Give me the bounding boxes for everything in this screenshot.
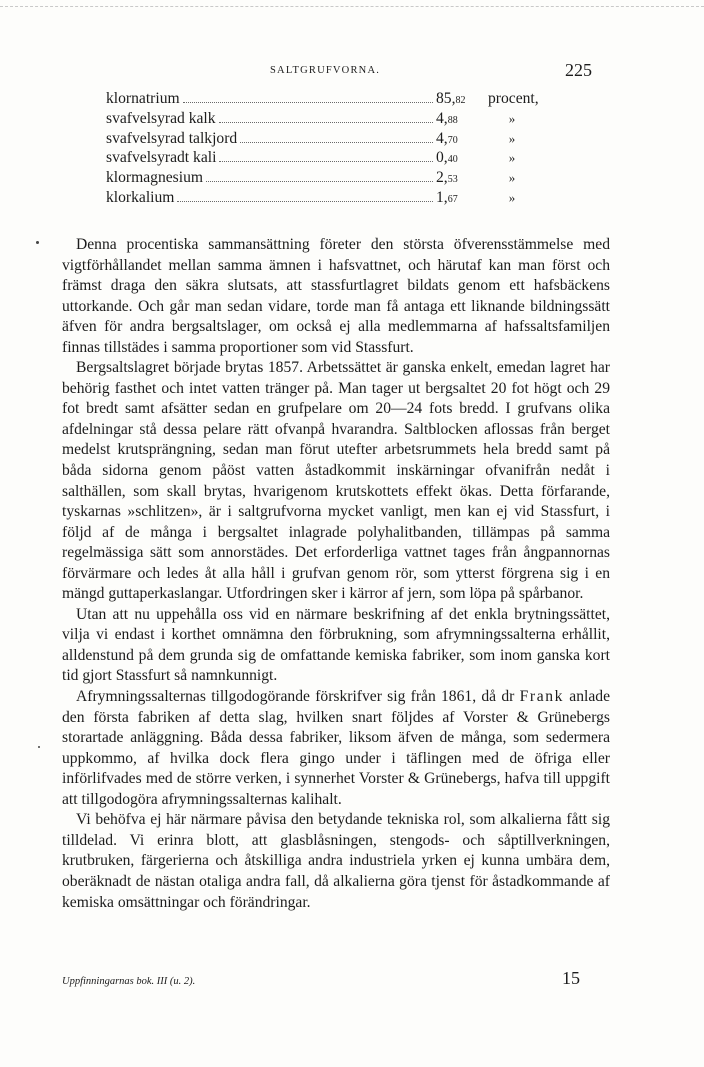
ditto-mark: »: [508, 150, 516, 166]
footer-note: Uppfinningarnas bok. III (u. 2).: [62, 976, 196, 987]
running-head: SALTGRUFVORNA.: [270, 65, 381, 76]
compound-name: klornatrium: [106, 90, 180, 107]
ditto-mark: »: [508, 170, 516, 186]
composition-row: [106, 130, 546, 150]
signature-mark: 15: [562, 968, 580, 988]
ditto-mark: »: [508, 110, 516, 126]
composition-table: [106, 90, 546, 209]
percentage-value: 2,53: [436, 169, 458, 187]
paragraph: Bergsaltslagret började brytas 1857. Arbetssättet är ganska enkelt, emedan lagret har behörig fasthet och intet vatten tränger på. Man tager ut bergsaltet 20 fot högt och 29 fot bredt samt afsätter sedan en grufpelare om 20—24 fots bredd. I grufvans olika afdelningar stå dessa pelare rätt ofvanpå hvarandra. Saltblocken aflossas från berget medelst krutsprängning, sedan man förut utefter arbetsrummets hela bredd samt på båda sidorna genom påöst vatten åstadkommit inskärningar ofvanifrån nedåt i salthällen, som skall brytas, hvarigenom krutskottets effekt ökas. Detta förfarande, tyskarnas »schlitzen», är i saltgrufvorna mycket vanligt, men kan ej vid Stassfurt, i följd af de många i bergsaltet inlagrade polyhalitbanden, tillämpas på samma regelmässiga sätt som annorstädes. Det erforderliga vattnet tages från ångpannornas förvärmare och ledes åt alla håll i grufvan genom rör, som ytterst förgrena sig i en mängd guttaperkaslangar. Utfordringen sker i kärror af jern, som löpa på spårbanor.: [62, 359, 610, 603]
paragraph: Vi behöfva ej här närmare påvisa den betydande tekniska rol, som alkalierna fått sig tilldelad. Vi erinra blott, att glasblåsningen, stengods- och såptillverkningen, krutbruken, färgerierna och åtskilliga andra industriela yrken ej kunna umbära dem, oberäknadt de nästan otaliga andra fall, då alkalierna göra tjenst för åstadkommande af kemiska omsättningar och förändringar.: [62, 811, 610, 911]
composition-row: [106, 110, 546, 130]
ditto-mark: »: [508, 189, 516, 205]
spaced-name: Frank: [519, 688, 565, 706]
composition-row: [106, 189, 546, 209]
dot-leader: [240, 142, 433, 143]
body-text: [62, 235, 610, 913]
unit-label: procent,: [488, 90, 539, 107]
top-edge-rule: [0, 6, 704, 7]
compound-name: klorkalium: [106, 188, 175, 206]
dot-leader: [206, 181, 433, 182]
compound-name: svafvelsyradt kali: [106, 149, 217, 167]
percentage-value: 1,67: [436, 188, 458, 206]
page-header: [0, 60, 704, 82]
ink-speck: [38, 746, 40, 748]
ditto-mark: »: [508, 130, 516, 146]
ink-speck: [36, 241, 39, 244]
paragraph: Denna procentiska sammansättning företer den största öfverensstämmelse med vigtförhållandet mellan samma ämnen i hafsvattnet, och härutaf kan man först och främst draga den säkra slutsats, att stassfurtlagret bildats genom ett hafsbäckens uttorkande. Och går man sedan vidare, torde man få antaga ett liknande bildningssätt äfven för andra bergsaltslager, om också ej alla medlemmarna af hafssaltsfamiljen finnas tillstädes i samma proportioner som vid Stassfurt.: [62, 236, 610, 356]
compound-name: svafvelsyrad kalk: [106, 109, 216, 127]
composition-row: [106, 90, 546, 110]
dot-leader: [219, 161, 433, 162]
dot-leader: [219, 122, 433, 123]
percentage-value: 4,70: [436, 129, 458, 147]
paragraph: Utan att nu uppehålla oss vid en närmare beskrifning af det enkla brytningssättet, vilja vi endast i korthet omnämna den förbrukning, som afrymningssalterna erhållit, alldenstund på dem grunda sig de omfattande kemiska fabriker, som inom ganska kort tid gjort Stassfurt så namnkunnigt.: [62, 605, 610, 685]
composition-row: [106, 149, 546, 169]
page-number: 225: [565, 60, 592, 80]
paragraph: Afrymningssalternas tillgodogörande förskrifver sig från 1861, då dr Frank anlade den första fabriken af detta slag, hvilken snart följdes af Vorster & Grünebergs storartade anläggning. Båda dessa fabriker, liksom äfven de många, som sedermera uppkommo, af hvilka dock flera gingo under i täflingen med de öfriga eller införlifvades med de större verken, i synnerhet Vorster & Grünebergs, hafva till uppgift att tillgodogöra afrymningssalternas kalihalt.: [62, 688, 610, 808]
percentage-value: 0,40: [436, 149, 458, 167]
compound-name: svafvelsyrad talkjord: [106, 129, 238, 147]
dot-leader: [183, 102, 433, 103]
dot-leader: [177, 201, 433, 202]
page-footer: [62, 968, 610, 992]
compound-name: klormagnesium: [106, 169, 204, 187]
percentage-value: 85,82: [436, 90, 466, 107]
composition-row: [106, 169, 546, 189]
percentage-value: 4,88: [436, 109, 458, 127]
